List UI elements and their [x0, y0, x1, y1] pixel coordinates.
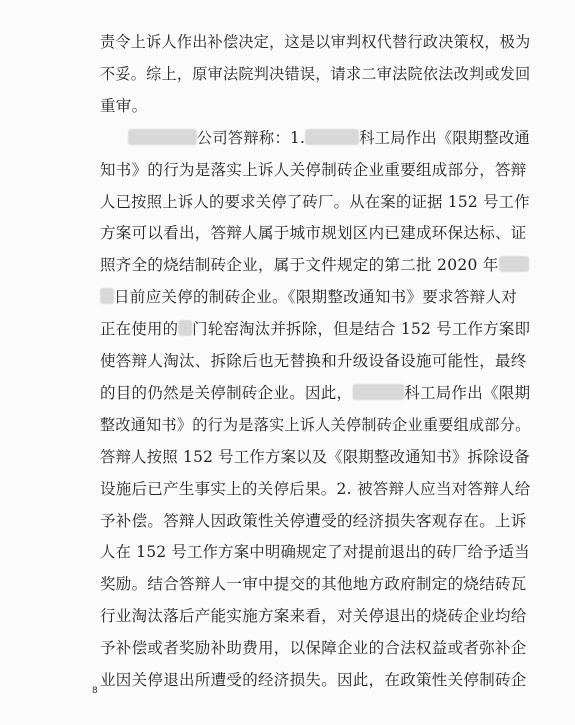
text-line	[100, 160, 527, 180]
redaction-mark	[305, 129, 359, 145]
redaction-mark	[128, 129, 197, 145]
text-segment: 照齐全的烧结制砖企业，属于文件规定的第二批 2020 年	[100, 256, 499, 275]
text-segment: 不妥。综上，原审法院判决错误，请求二审法院依法改判或发回	[100, 64, 531, 83]
text-line	[100, 319, 530, 339]
text-segment: 公司答辩称：1.	[196, 128, 306, 147]
text-line	[100, 479, 531, 499]
text-segment: 答辩人按照 152 号工作方案以及《限期整改通知书》拆除设备	[100, 447, 530, 466]
text-segment: 使答辩人淘汰、拆除后也无替换和升级设备设施可能性，最终	[100, 352, 527, 370]
text-line	[100, 606, 527, 626]
text-segment: 行业淘汰落后产能实施方案来看，对关停退出的烧砖企业均给	[100, 607, 527, 626]
text-segment: 重审。	[100, 96, 148, 115]
text-line	[100, 96, 147, 116]
text-segment: 科工局作出《限期	[404, 383, 531, 402]
text-segment: 责令上诉人作出补偿决定，这是以审判权代替行政决策权，极为	[100, 33, 531, 51]
text-segment: 予补偿。答辩人因政策性关停遭受的经济损失客观存在。上诉	[100, 511, 527, 530]
text-segment: 知书》的行为是落实上诉人关停制砖企业重要组成部分，答辩	[100, 160, 527, 179]
text-line	[100, 383, 530, 403]
text-line	[100, 670, 527, 690]
text-segment: 奖励。结合答辩人一审中提交的其他地方政府制定的烧结砖瓦	[100, 575, 527, 594]
text-line	[100, 192, 530, 212]
text-line	[100, 287, 517, 307]
text-segment: 设施后已产生事实上的关停后果。2. 被答辩人应当对答辩人给	[100, 479, 531, 498]
text-line	[100, 542, 530, 562]
text-line	[100, 64, 530, 84]
text-segment: 正在使用的	[100, 320, 179, 339]
text-line	[100, 351, 527, 371]
text-line	[100, 32, 530, 52]
text-line	[100, 223, 527, 243]
text-segment: 人已按照上诉人的要求关停了砖厂。从在案的证据 152 号工作	[100, 192, 530, 211]
text-segment: 方案可以看出，答辩人属于城市规划区内已建成环保达标、证	[100, 224, 527, 243]
redaction-mark	[352, 384, 404, 400]
text-line	[100, 638, 527, 658]
text-segment: 予补偿或者奖励补助费用，以保障企业的合法权益或者弥补企	[100, 639, 527, 658]
text-segment: 日前应关停的制砖企业。《限期整改通知书》要求答辩人对	[114, 288, 518, 307]
text-segment: 科工局作出《限期整改通	[359, 128, 531, 147]
redaction-mark	[100, 288, 114, 304]
text-line	[128, 128, 530, 148]
text-line	[100, 574, 527, 594]
text-line	[100, 415, 530, 435]
text-segment: 人在 152 号工作方案中明确规定了对提前退出的砖厂给予适当	[100, 543, 530, 562]
redaction-mark	[178, 320, 192, 336]
text-segment: 门轮窑淘汰并拆除，但是结合 152 号工作方案即	[192, 320, 531, 339]
text-line	[100, 255, 529, 275]
page-number: 8	[92, 686, 98, 696]
text-segment: 业因关停退出所遭受的经济损失。因此，在政策性关停制砖企	[100, 671, 527, 689]
text-segment: 整改通知书》的行为是落实上诉人关停制砖企业重要组成部分。	[100, 415, 531, 434]
redaction-mark	[499, 256, 529, 272]
text-line	[100, 511, 527, 531]
text-line	[100, 447, 530, 467]
text-segment: 的目的仍然是关停制砖企业。因此，	[100, 383, 353, 402]
